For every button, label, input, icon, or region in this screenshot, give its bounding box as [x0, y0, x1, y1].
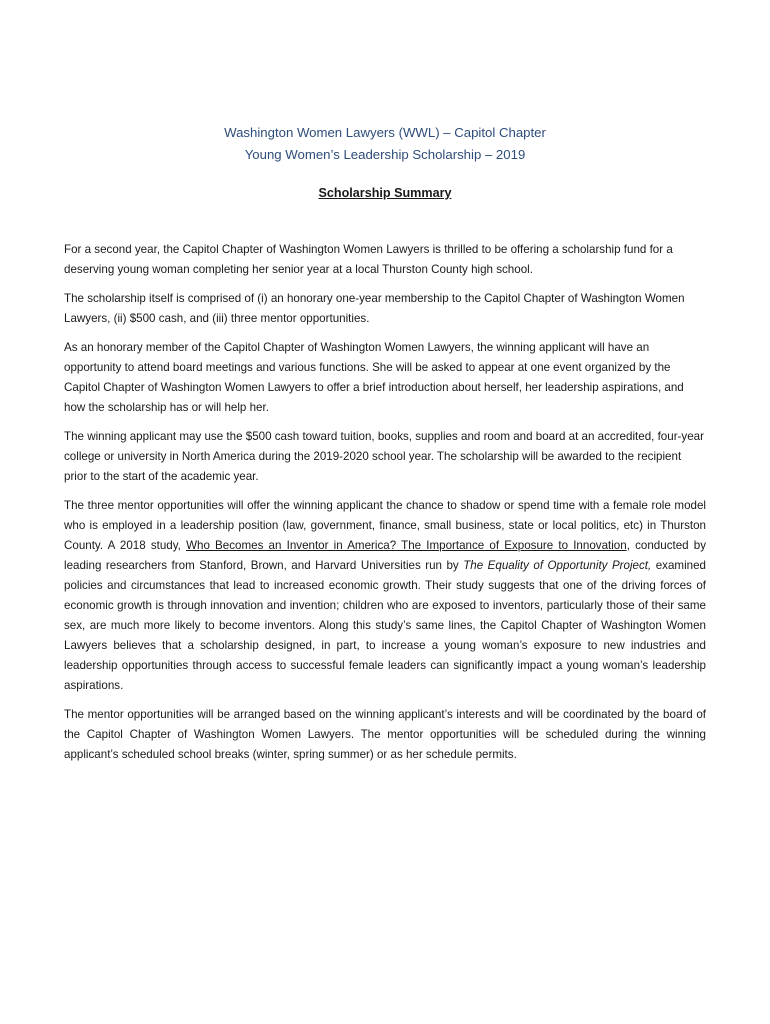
document-title-block — [64, 122, 706, 166]
mentor-text-part-1: The three mentor opportunities will offer the winning applicant the chance to shadow or spend time with a female role model who is employed in a leadership position (law, government, finance, small business, state or local politics, etc) in Thurston County. A 2018 study, — [64, 499, 706, 552]
mentor-text-part-2: , conducted by leading researchers from Stanford, Brown, and Harvard Universities run by — [64, 539, 707, 572]
project-name: The Equality of Opportunity Project, — [463, 559, 652, 572]
document-title-line-2: Young Women’s Leadership Scholarship – 2019 — [244, 147, 526, 162]
study-title-link[interactable]: Who Becomes an Inventor in America? The Importance of Exposure to Innovation — [186, 539, 627, 552]
paragraph-mentor-scheduling: The mentor opportunities will be arranged based on the winning applicant’s interests and will be coordinated by the board of the Capitol Chapter of Washington Women Lawyers. The mentor opportunities will be scheduled during the winning applicant’s scheduled school breaks (winter, spring summer) or as her schedule permits. — [64, 708, 706, 761]
scholarship-summary-heading: Scholarship Summary — [318, 186, 452, 200]
document-title-line-1: Washington Women Lawyers (WWL) – Capitol Chapter — [224, 125, 546, 140]
paragraph-mentor-opportunities — [64, 496, 706, 696]
mentor-text-part-3: examined policies and circumstances that lead to increased economic growth. Their study suggests that one of the driving forces of economic growth is through innovation and invention; children who are exposed to inventors, particularly those of their same sex, are much more likely to become inventors. Along this study’s same lines, the Capitol Chapter of Washington Women Lawyers believes that a scholarship designed, in part, to increase a young woman’s exposure to new industries and leadership opportunities through access to successful female leaders can significantly impact a young woman’s leadership aspirations. — [64, 559, 706, 692]
paragraph-scholarship-components: The scholarship itself is comprised of (i) an honorary one-year membership to the Capitol Chapter of Washington Women Lawyers, (ii) $500 cash, and (iii) three mentor opportunities. — [64, 292, 685, 325]
paragraph-cash-usage: The winning applicant may use the $500 cash toward tuition, books, supplies and room and board at an accredited, four-year college or university in North America during the 2019-2020 school year. The scholarship will be awarded to the recipient prior to the start of the academic year. — [64, 430, 704, 483]
paragraph-honorary-membership: As an honorary member of the Capitol Chapter of Washington Women Lawyers, the winning applicant will have an opportunity to attend board meetings and various functions. She will be asked to appear at one event organized by the Capitol Chapter of Washington Women Lawyers to offer a brief introduction about herself, her leadership aspirations, and how the scholarship has or will help her. — [64, 341, 684, 414]
paragraph-intro: For a second year, the Capitol Chapter of Washington Women Lawyers is thrilled to be offering a scholarship fund for a deserving young woman completing her senior year at a local Thurston County high school. — [64, 243, 673, 276]
